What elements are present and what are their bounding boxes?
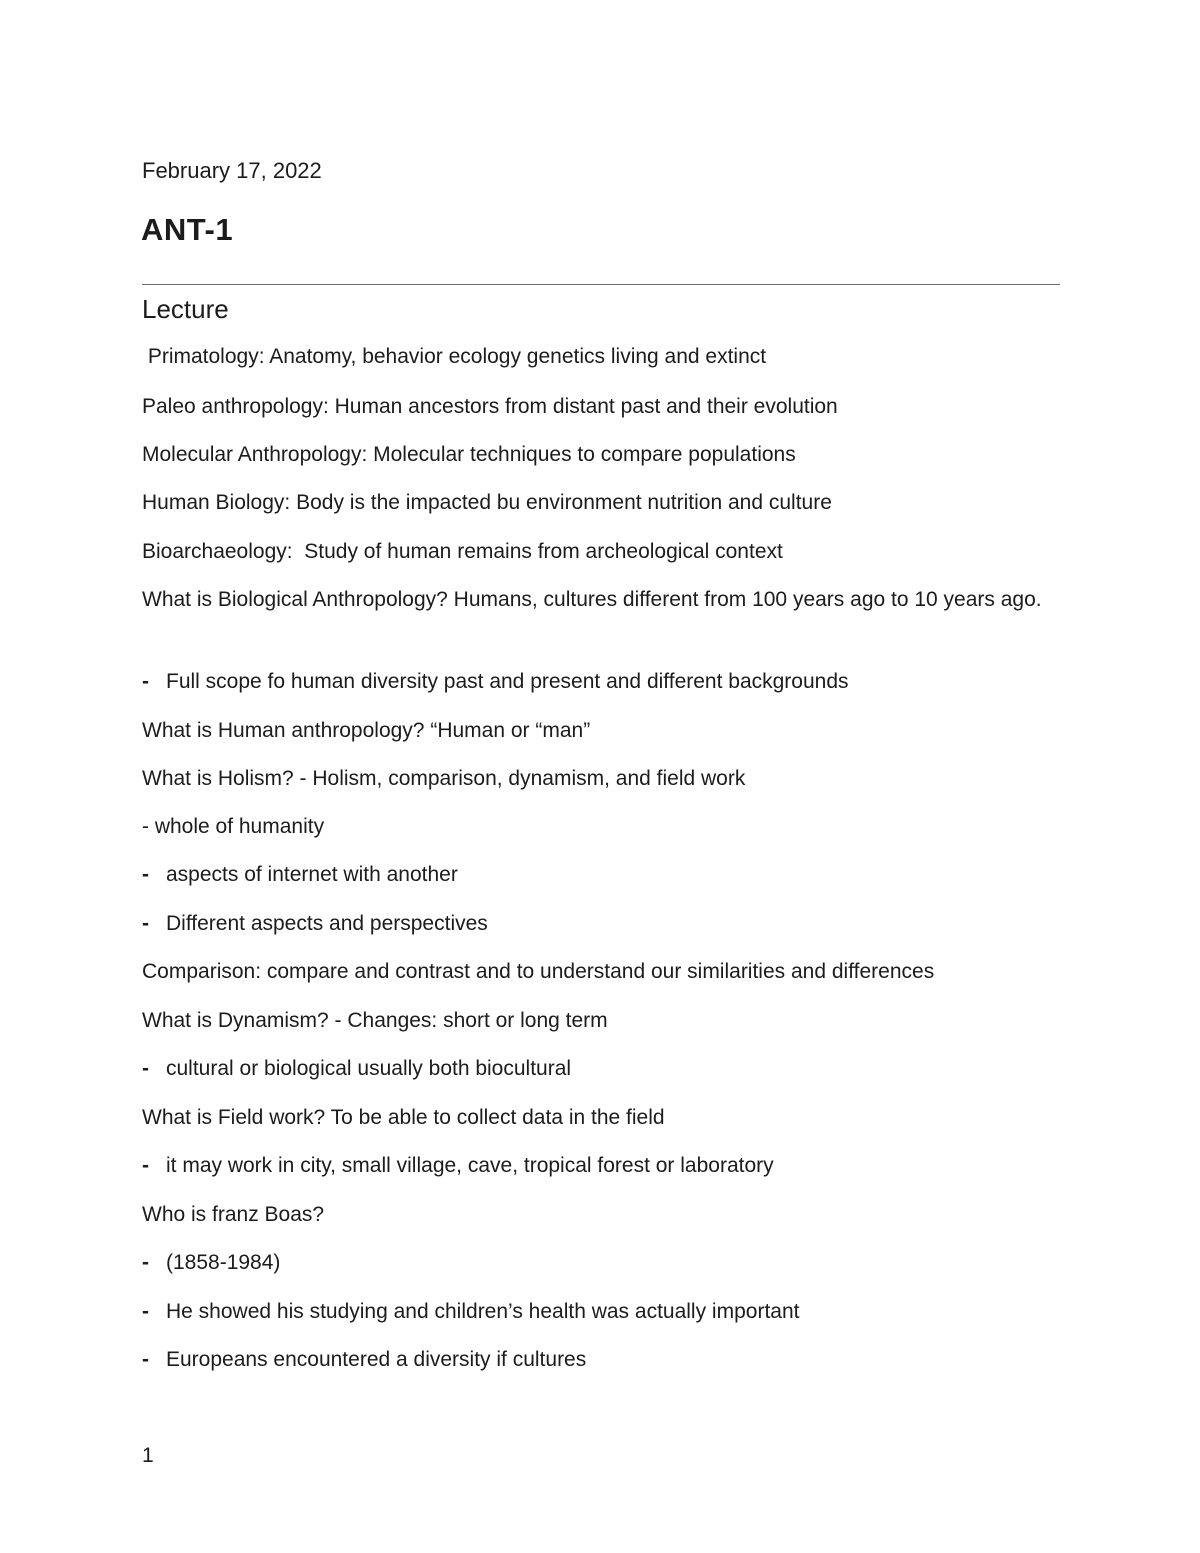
note-text: He showed his studying and children’s health was actually important [166, 1300, 800, 1323]
note-line-human-anthropology [142, 715, 1060, 746]
note-line-holism [142, 763, 1060, 794]
note-text: it may work in city, small village, cave, tropical forest or laboratory [166, 1154, 774, 1177]
note-text: Primatology: Anatomy, behavior ecology genetics living and extinct [142, 345, 767, 368]
note-text: Who is franz Boas? [142, 1203, 325, 1226]
bullet-aspects-of-internet [142, 859, 1060, 890]
document-title: ANT-1 [141, 212, 234, 247]
note-text: Human Biology: Body is the impacted bu environment nutrition and culture [142, 491, 832, 514]
bullet-cultural-or-biological [142, 1053, 1060, 1084]
note-text: Paleo anthropology: Human ancestors from distant past and their evolution [142, 395, 838, 418]
note-line-molecular-anthropology [142, 439, 1060, 470]
note-text: Comparison: compare and contrast and to understand our similarities and differences [142, 960, 935, 983]
note-text: Different aspects and perspectives [166, 912, 488, 935]
page-number: 1 [142, 1444, 154, 1467]
note-text: What is Biological Anthropology? Humans, cultures different from 100 years ago to 10 years ago. [142, 588, 1042, 611]
note-line-comparison [142, 956, 1060, 987]
bullet-dash: - [142, 1348, 149, 1371]
bullet-childrens-health [142, 1296, 1060, 1327]
note-line-field-work [142, 1102, 1060, 1133]
bullet-europeans-cultures [142, 1344, 1060, 1375]
note-line-franz-boas [142, 1199, 1060, 1230]
note-text: Bioarchaeology: Study of human remains from archeological context [142, 540, 783, 563]
note-text: What is Human anthropology? “Human or “man” [142, 719, 591, 742]
bullet-dash: - [142, 670, 149, 693]
note-line-paleo-anthropology [142, 391, 1060, 422]
bullet-boas-dates [142, 1247, 1060, 1278]
bullet-dash: - [142, 1251, 149, 1274]
note-line-whole-of-humanity [142, 811, 1060, 842]
note-text: What is Dynamism? - Changes: short or long term [142, 1009, 608, 1032]
document-date: February 17, 2022 [142, 158, 322, 183]
bullet-dash: - [142, 1057, 149, 1080]
bullet-dash: - [142, 1300, 149, 1323]
note-text: Full scope fo human diversity past and present and different backgrounds [166, 670, 849, 693]
note-line-bioarchaeology [142, 536, 1060, 567]
note-text: What is Holism? - Holism, comparison, dynamism, and field work [142, 767, 746, 790]
note-text: cultural or biological usually both biocultural [166, 1057, 572, 1080]
note-line-biological-anthropology [142, 584, 1052, 615]
bullet-dash: - [142, 863, 149, 886]
bullet-dash: - [142, 912, 149, 935]
note-text: - whole of humanity [142, 815, 325, 838]
note-text: Molecular Anthropology: Molecular techniques to compare populations [142, 443, 796, 466]
note-line-primatology [142, 341, 1060, 372]
bullet-work-locations [142, 1150, 1060, 1181]
note-text: Europeans encountered a diversity if cultures [166, 1348, 587, 1371]
section-heading: Lecture [142, 294, 229, 324]
bullet-full-scope [142, 666, 1060, 697]
note-text: What is Field work? To be able to collect data in the field [142, 1106, 665, 1129]
note-line-dynamism [142, 1005, 1060, 1036]
bullet-dash: - [142, 1154, 149, 1177]
note-text: (1858-1984) [166, 1251, 281, 1274]
note-line-human-biology [142, 487, 1060, 518]
note-text: aspects of internet with another [166, 863, 458, 886]
bullet-different-aspects [142, 908, 1060, 939]
